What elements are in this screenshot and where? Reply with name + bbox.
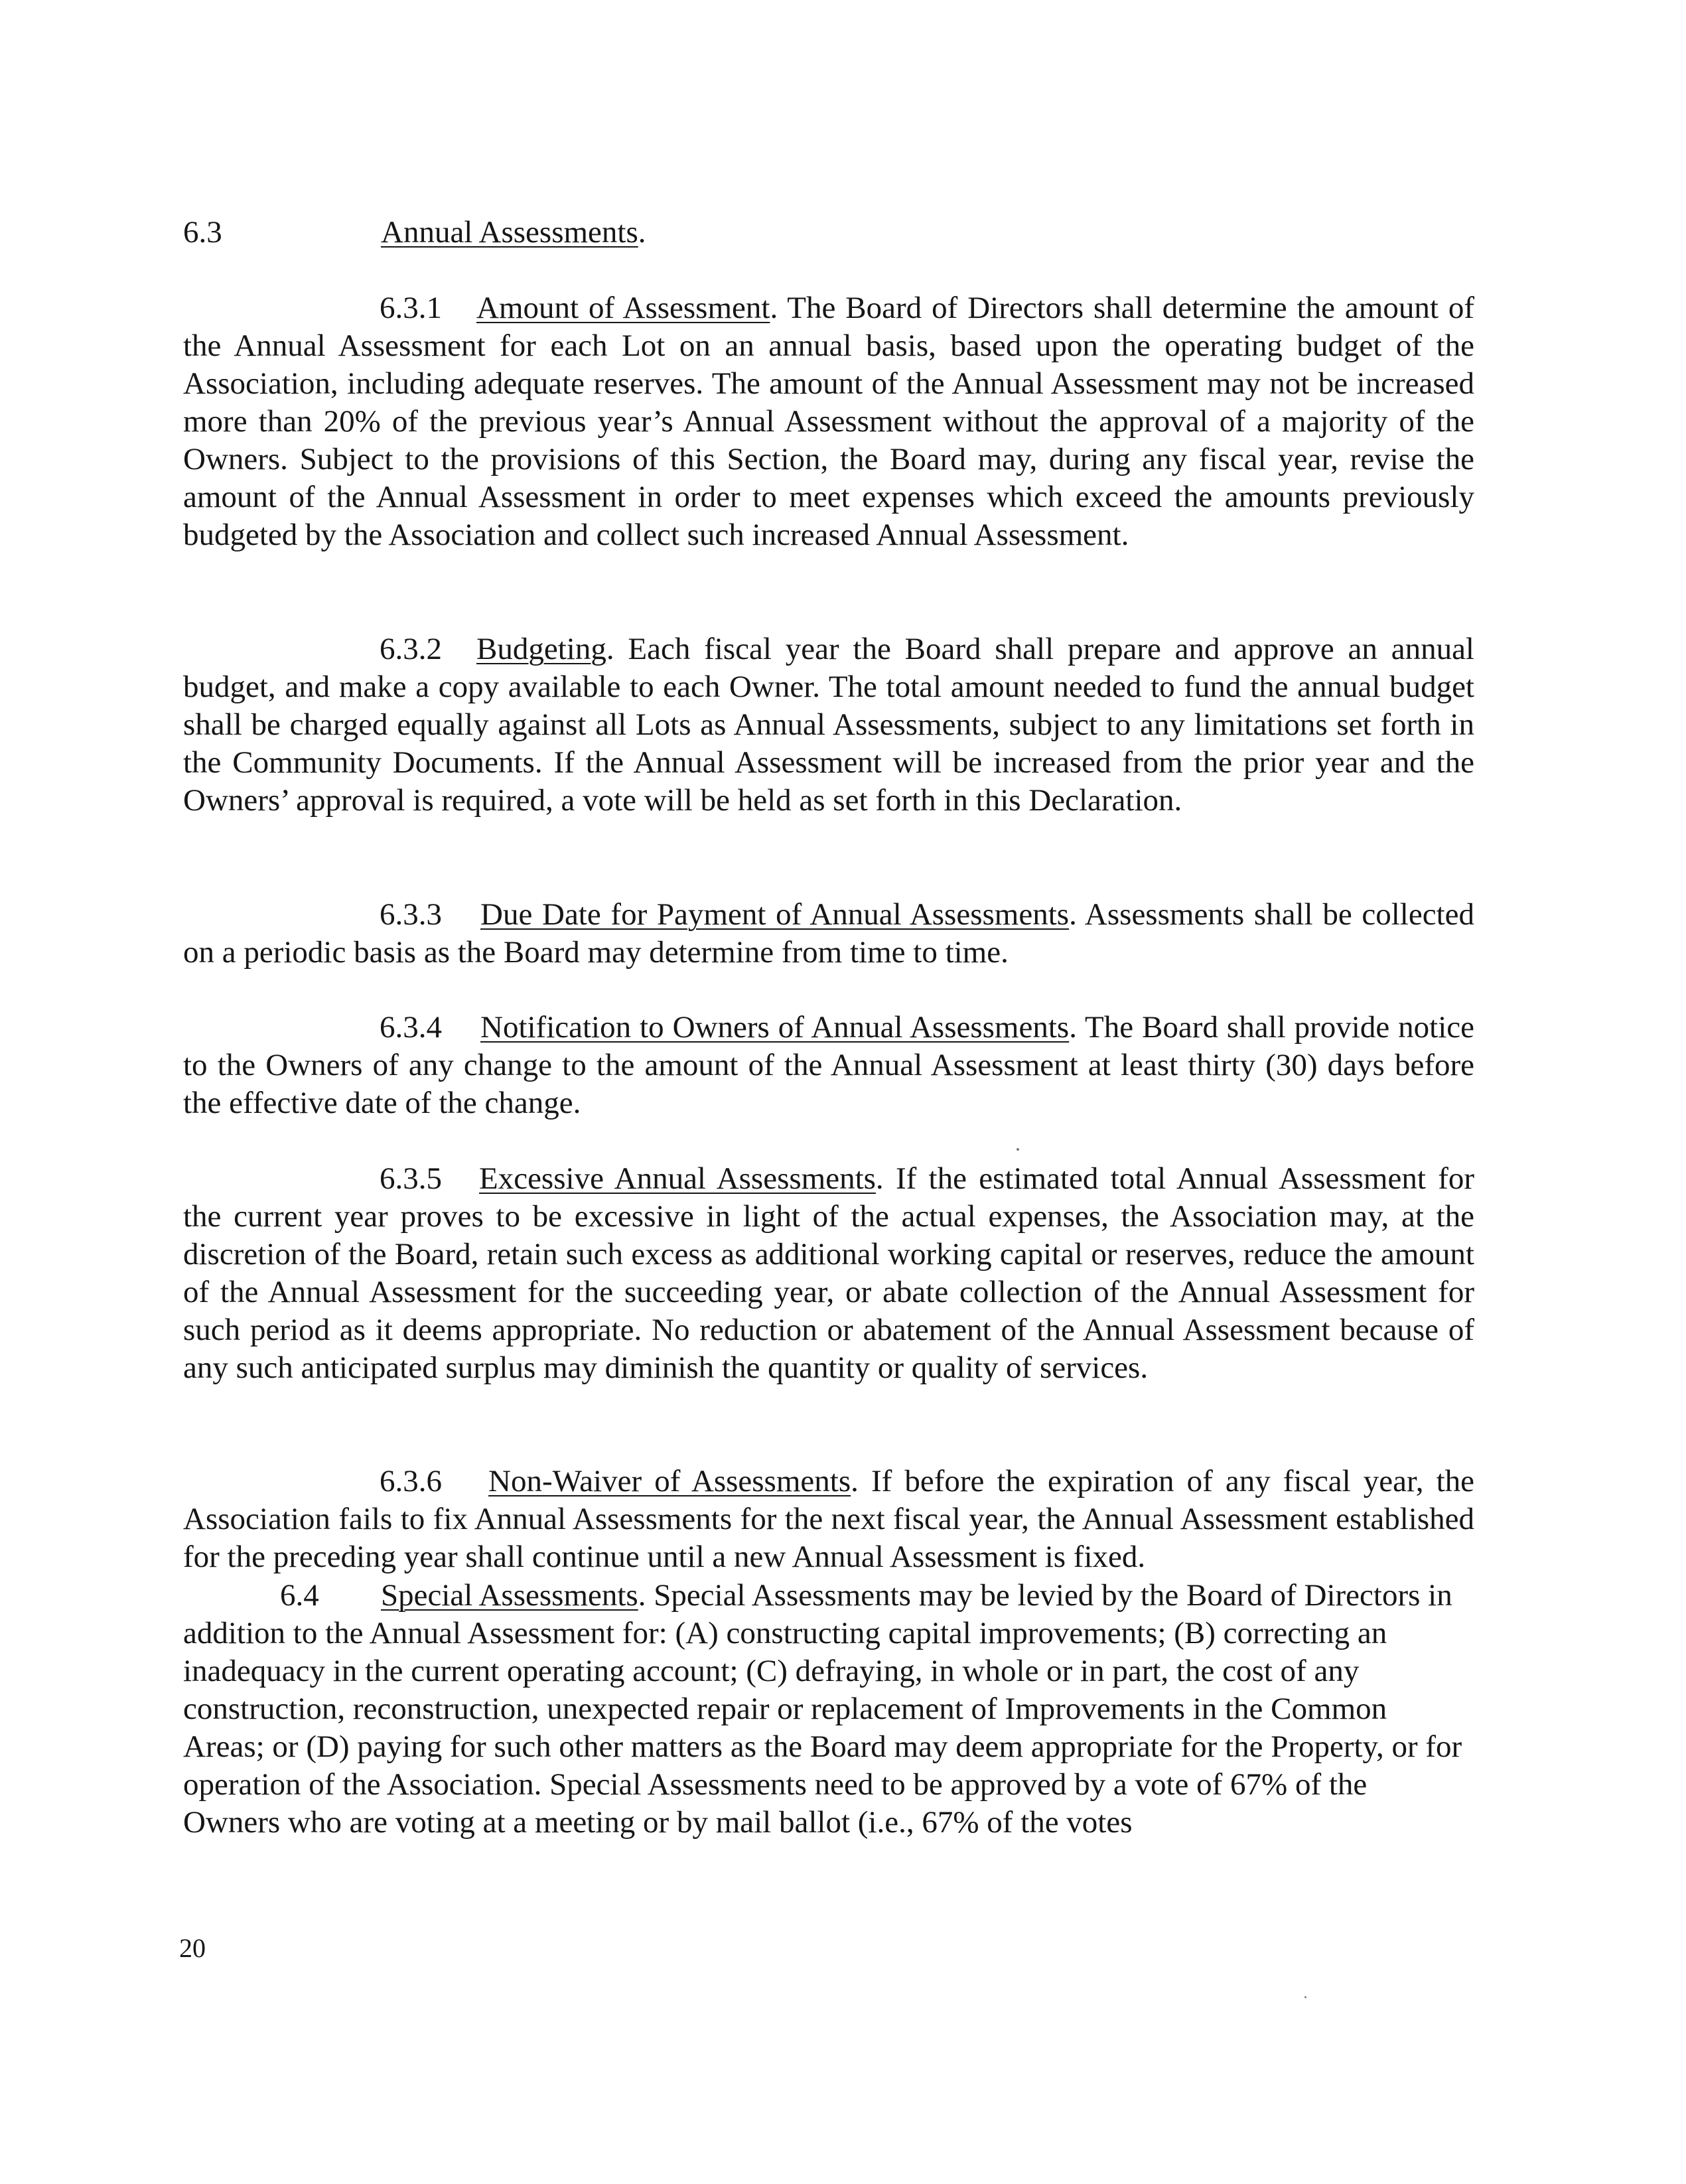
paragraph-6-3-2 bbox=[183, 630, 1474, 820]
paragraph-body: . The Board of Directors shall determine the amount of the Annual Assessment for each Lot on an annual basis, based upon the operating budget of the Association, including adequate reserves. The amount of the Annual Assessment may not be increased more than 20% of the previous year’s Annual Assessment without the approval of a majority of the Owners. Subject to the provisions of this Section, the Board may, during any fiscal year, revise the amount of the Annual Assessment in order to meet expenses which exceed the amounts previously budgeted by the Association and collect such increased Annual Assessment. bbox=[183, 291, 1474, 552]
paragraph-title: Budgeting bbox=[476, 632, 606, 666]
paragraph-title: Non-Waiver of Assessments bbox=[488, 1464, 851, 1498]
paragraph-6-3-1 bbox=[183, 289, 1474, 554]
section-title: Special Assessments bbox=[381, 1578, 638, 1613]
scan-speck bbox=[1304, 1996, 1306, 1998]
paragraph-number: 6.3.5 bbox=[380, 1161, 442, 1196]
paragraph-number: 6.3.3 bbox=[380, 897, 442, 932]
page-number: 20 bbox=[179, 1933, 206, 1963]
paragraph-body: . Each fiscal year the Board shall prepare and approve an annual budget, and make a copy available to each Owner. The total amount needed to fund the annual budget shall be charged equally against all Lots as Annual Assessments, subject to any limitations set forth in the Community Documents. If the Annual Assessment will be increased from the prior year and the Owners’ approval is required, a vote will be held as set forth in this Declaration. bbox=[183, 632, 1474, 818]
paragraph-number: 6.3.1 bbox=[380, 291, 442, 325]
paragraph-body: . If the estimated total Annual Assessment for the current year proves to be excessive in light of the actual expenses, the Association may, at the discretion of the Board, retain such excess as additional working capital or reserves, reduce the amount of the Annual Assessment for the succeeding year, or abate collection of the Annual Assessment for such period as it deems appropriate. No reduction or abatement of the Annual Assessment because of any such anticipated surplus may diminish the quantity or quality of services. bbox=[183, 1161, 1474, 1385]
paragraph-title: Due Date for Payment of Annual Assessments bbox=[480, 897, 1070, 932]
paragraph-title: Amount of Assessment bbox=[476, 291, 770, 325]
paragraph-6-3-3 bbox=[183, 896, 1474, 972]
paragraph-body: . Assessments shall be collected on a periodic basis as the Board may determine from time to time. bbox=[183, 897, 1474, 970]
paragraph-6-3-6 bbox=[183, 1463, 1474, 1576]
section-title: Annual Assessments bbox=[381, 215, 638, 250]
section-number: 6.4 bbox=[280, 1578, 319, 1613]
paragraph-6-3-5 bbox=[183, 1160, 1474, 1387]
paragraph-number: 6.3.6 bbox=[380, 1464, 442, 1498]
scan-speck bbox=[1017, 1148, 1019, 1151]
paragraph-6-3-4 bbox=[183, 1009, 1474, 1122]
paragraph-number: 6.3.4 bbox=[380, 1010, 442, 1045]
paragraph-body: . The Board shall provide notice to the Owners of any change to the amount of the Annual Assessment at least thirty (30) days before the effective date of the change. bbox=[183, 1010, 1474, 1120]
paragraph-6-4 bbox=[183, 1577, 1464, 1842]
paragraph-title: Notification to Owners of Annual Assessments bbox=[480, 1010, 1070, 1045]
section-body: . Special Assessments may be levied by the Board of Directors in addition to the Annual Assessment for: (A) constructing capital improvements; (B) correcting an inadequacy in the current operating account; (C) defraying, in whole or in part, the cost of any construction, reconstruction, unexpected repair or replacement of Improvements in the Common Areas; or (D) paying for such other matters as the Board may deem appropriate for the Property, or for operation of the Association. Special Assessments need to be approved by a vote of 67% of the Owners who are voting at a meeting or by mail ballot (i.e., 67% of the votes bbox=[183, 1578, 1462, 1840]
paragraph-title: Excessive Annual Assessments bbox=[479, 1161, 876, 1196]
section-number: 6.3 bbox=[183, 215, 222, 250]
paragraph-body: . If before the expiration of any fiscal year, the Association fails to fix Annual Assessments for the next fiscal year, the Annual Assessment established for the preceding year shall continue until a new Annual Assessment is fixed. bbox=[183, 1464, 1474, 1574]
section-6-3-heading bbox=[183, 214, 646, 252]
section-title-suffix: . bbox=[638, 215, 646, 250]
paragraph-number: 6.3.2 bbox=[380, 632, 442, 666]
